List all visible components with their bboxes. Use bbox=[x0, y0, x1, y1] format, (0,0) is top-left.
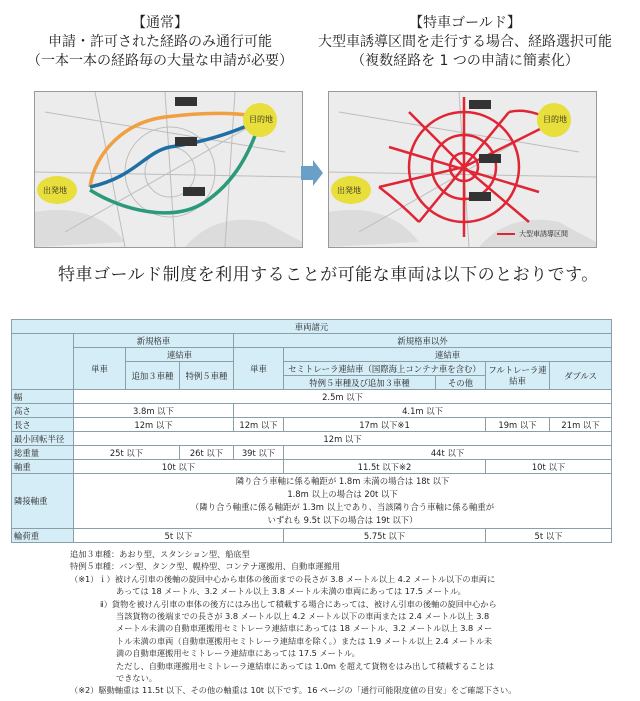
note-line: 当該貨物の後端までの長さが 3.8 メートル以上 4.2 メートル以下の車両または 2.4 メートル以上 3.8 bbox=[116, 611, 490, 622]
header-new-std: 新規格車 bbox=[74, 334, 234, 348]
right-line2: （複数経路を 1 つの申請に簡素化） bbox=[351, 53, 579, 69]
right-arrow-icon bbox=[301, 160, 323, 190]
cell-width: 2.5m 以下 bbox=[74, 390, 612, 404]
row-gross-label: 総重量 bbox=[12, 446, 74, 460]
note-line: （※2）駆動軸重は 11.5t 以下、その他の軸重は 10t 以下です。16 ページの「通行可能限度値の目安」をご確認下さい。 bbox=[70, 685, 517, 696]
table-row bbox=[12, 460, 612, 474]
note-line: トル未満の車両（自動車運搬用セミトレーラ連結車を除く。）または 1.9 メートル以上 2.4 メートル未 bbox=[116, 635, 493, 646]
left-line2: （一本一本の経路毎の大量な申請が必要） bbox=[27, 53, 293, 69]
header-outside-std: 新規格車以外 bbox=[234, 334, 612, 348]
cell-turn: 12m 以下 bbox=[74, 432, 612, 446]
table-row bbox=[12, 390, 612, 404]
right-title: 【特車ゴールド】 bbox=[409, 15, 521, 31]
note-line: あっては 18 メートル、3.2 メートル以上 3.8 メートル未満の車両にあっては 17.5 メートル。 bbox=[116, 586, 466, 597]
row-width-label: 幅 bbox=[12, 390, 74, 404]
left-line1: 申請・許可された経路のみ通行可能 bbox=[48, 34, 272, 50]
cell-gross-d: 44t 以下 bbox=[284, 446, 612, 460]
cell-wheel-b: 5.75t 以下 bbox=[284, 529, 486, 543]
adjacent-line2: 1.8m 以上の場合は 20t 以下 bbox=[287, 489, 398, 499]
cell-gross-c: 39t 以下 bbox=[234, 446, 284, 460]
header-combination-outside: 連結車 bbox=[284, 348, 612, 362]
cell-adjacent bbox=[74, 474, 612, 529]
cell-gross-a: 25t 以下 bbox=[74, 446, 180, 460]
cell-length-single: 12m 以下 bbox=[234, 418, 284, 432]
right-destination-label: 目的地 bbox=[543, 115, 567, 124]
left-heading bbox=[20, 14, 300, 71]
table-notes bbox=[70, 548, 625, 697]
gold-route-map bbox=[328, 91, 597, 248]
row-length-label: 長さ bbox=[12, 418, 74, 432]
cell-axle-b: 11.5t 以下※2 bbox=[284, 460, 486, 474]
row-wheel-label: 輪荷重 bbox=[12, 529, 74, 543]
note-line: （※1）ｉ）被けん引車の後軸の旋回中心から車体の後面までの長さが 3.8 メートル以上 4.2 メートル以下の車両に bbox=[70, 573, 496, 584]
table-title: 車両諸元 bbox=[12, 320, 612, 334]
cell-wheel-c: 5t 以下 bbox=[486, 529, 612, 543]
note-line: 追加３車種：あおり型、スタンション型、船底型 bbox=[70, 549, 250, 559]
map-legend-label: 大型車誘導区間 bbox=[519, 230, 568, 238]
table-row bbox=[12, 418, 612, 432]
cell-height-outside: 4.1m 以下 bbox=[234, 404, 612, 418]
note-line: 特例５車種：バン型、タンク型、幌枠型、コンテナ運搬用、自動車運搬用 bbox=[70, 561, 341, 572]
row-turn-label: 最小回転半径 bbox=[12, 432, 74, 446]
table-row bbox=[12, 474, 612, 529]
header-add3: 追加３車種 bbox=[126, 362, 180, 390]
row-height-label: 高さ bbox=[12, 404, 74, 418]
normal-route-map bbox=[34, 91, 303, 248]
adjacent-line4: いずれも 9.5t 以下の場合は 19t 以下） bbox=[267, 515, 418, 525]
row-adjacent-label: 隣接軸重 bbox=[12, 474, 74, 529]
adjacent-line3: （隣り合う軸重に係る軸距が 1.3m 以上であり、当該隣り合う車軸に係る軸重が bbox=[190, 502, 495, 512]
right-heading bbox=[315, 14, 615, 71]
note-line: 満の自動車運搬用セミトレーラ連結車にあっては 17.5 メートル。 bbox=[116, 648, 360, 659]
table-row bbox=[12, 446, 612, 460]
header-special5-add3: 特例５車種及び追加３車種 bbox=[284, 376, 436, 390]
right-origin-label: 出発地 bbox=[337, 186, 361, 195]
cell-height-new: 3.8m 以下 bbox=[74, 404, 234, 418]
left-title: 【通常】 bbox=[132, 15, 188, 31]
table-row bbox=[12, 404, 612, 418]
intro-paragraph: 特車ゴールド制度を利用することが可能な車両は以下のとおりです。 bbox=[58, 265, 599, 285]
note-line: メートル未満の自動車運搬用セミトレーラ連結車にあっては 18 メートル、3.2 メートル以上 3.8 メー bbox=[116, 623, 493, 634]
note-line: ⅱ）貨物を被けん引車の車体の後方にはみ出して積載する場合にあっては、被けん引車の後軸の旋回中心から bbox=[100, 598, 497, 609]
cell-axle-c: 10t 以下 bbox=[486, 460, 612, 474]
note-line: ただし、自動車運搬用セミトレーラ連結車にあっては 1.0m を超えて貨物をはみ出して積載することは bbox=[116, 660, 495, 671]
header-combination-new: 連結車 bbox=[126, 348, 234, 362]
table-row bbox=[12, 432, 612, 446]
adjacent-line1: 隣り合う車軸に係る軸距が 1.8m 未満の場合は 18t 以下 bbox=[235, 476, 450, 486]
cell-wheel-a: 5t 以下 bbox=[74, 529, 284, 543]
right-line1: 大型車誘導区間を走行する場合、経路選択可能 bbox=[318, 34, 612, 50]
header-other: その他 bbox=[436, 376, 486, 390]
note-line: できない。 bbox=[116, 673, 157, 684]
header-special5: 特例５車種 bbox=[180, 362, 234, 390]
row-axle-label: 軸重 bbox=[12, 460, 74, 474]
header-single-new: 単車 bbox=[74, 348, 126, 390]
header-single-outside: 単車 bbox=[234, 348, 284, 390]
left-destination-label: 目的地 bbox=[249, 115, 273, 124]
header-full: フルトレーラ連結車 bbox=[486, 362, 550, 390]
header-semi: セミトレーラ連結車（国際海上コンテナ車を含む） bbox=[284, 362, 486, 376]
cell-length-new: 12m 以下 bbox=[74, 418, 234, 432]
cell-length-doubles: 21m 以下 bbox=[550, 418, 612, 432]
cell-axle-a: 10t 以下 bbox=[74, 460, 284, 474]
cell-gross-b: 26t 以下 bbox=[180, 446, 234, 460]
vehicle-spec-table bbox=[11, 319, 612, 543]
header-doubles: ダブルス bbox=[550, 362, 612, 390]
table-row bbox=[12, 529, 612, 543]
left-origin-label: 出発地 bbox=[43, 186, 67, 195]
cell-length-semi: 17m 以下※1 bbox=[284, 418, 486, 432]
cell-length-full: 19m 以下 bbox=[486, 418, 550, 432]
